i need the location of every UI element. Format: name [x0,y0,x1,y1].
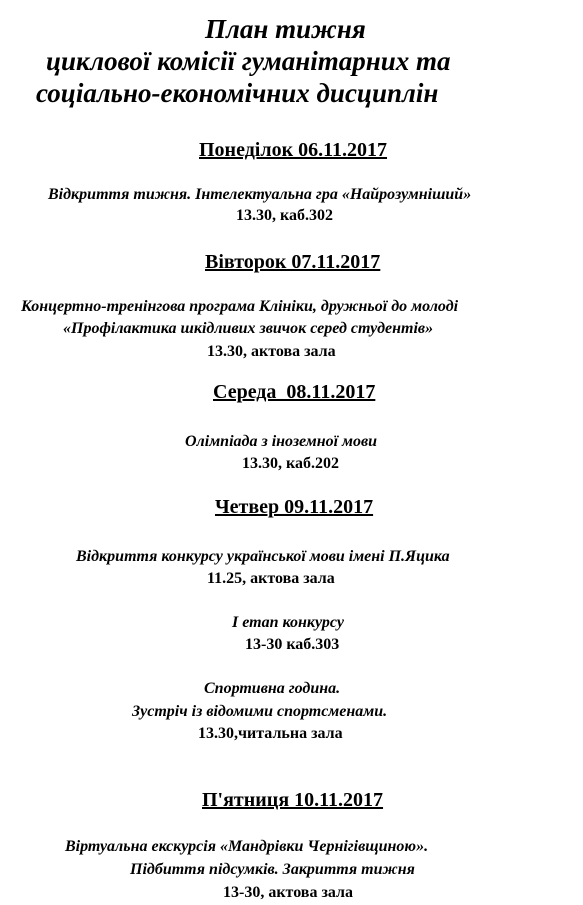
event-time: 13.30, каб.302 [236,207,333,224]
page-title-line3: соціально-економічних дисциплін [36,78,439,108]
day-heading-friday: П'ятниця 10.11.2017 [202,789,384,811]
day-heading-wednesday: Середа 08.11.2017 [213,381,376,403]
event-time: 11.25, актова зала [207,570,335,587]
event-title: Концертно-тренінгова програма Клініки, дружньої до молоді [21,298,459,315]
event-time: 13.30, актова зала [207,343,336,360]
event-title: Підбиття підсумків. Закриття тижня [130,861,415,878]
event-title: Відкриття конкурсу української мови імені П.Яцика [76,548,450,565]
event-title: Олімпіада з іноземної мови [185,433,378,450]
event-title: Віртуальна екскурсія «Мандрівки Чернігівщиною». [65,838,429,855]
day-heading-thursday: Четвер 09.11.2017 [215,496,374,518]
page-title-line2: циклової комісії гуманітарних та [46,46,451,76]
event-time: 13-30, актова зала [223,884,353,901]
event-title: Зустріч із відомими спортсменами. [132,703,388,720]
day-heading-monday: Понеділок 06.11.2017 [199,139,388,161]
event-title: І етап конкурсу [232,614,344,631]
event-time: 13-30 каб.303 [245,636,340,653]
event-title: Спортивна година. [204,680,341,697]
page-title-line1: План тижня [205,14,366,44]
event-title: «Профілактика шкідливих звичок серед студентів» [63,320,434,337]
event-title: Відкриття тижня. Інтелектуальна гра «Найрозумніший» [48,186,472,203]
event-time: 13.30, каб.202 [242,455,339,472]
day-heading-tuesday: Вівторок 07.11.2017 [205,251,381,273]
event-time: 13.30,читальна зала [198,725,343,742]
